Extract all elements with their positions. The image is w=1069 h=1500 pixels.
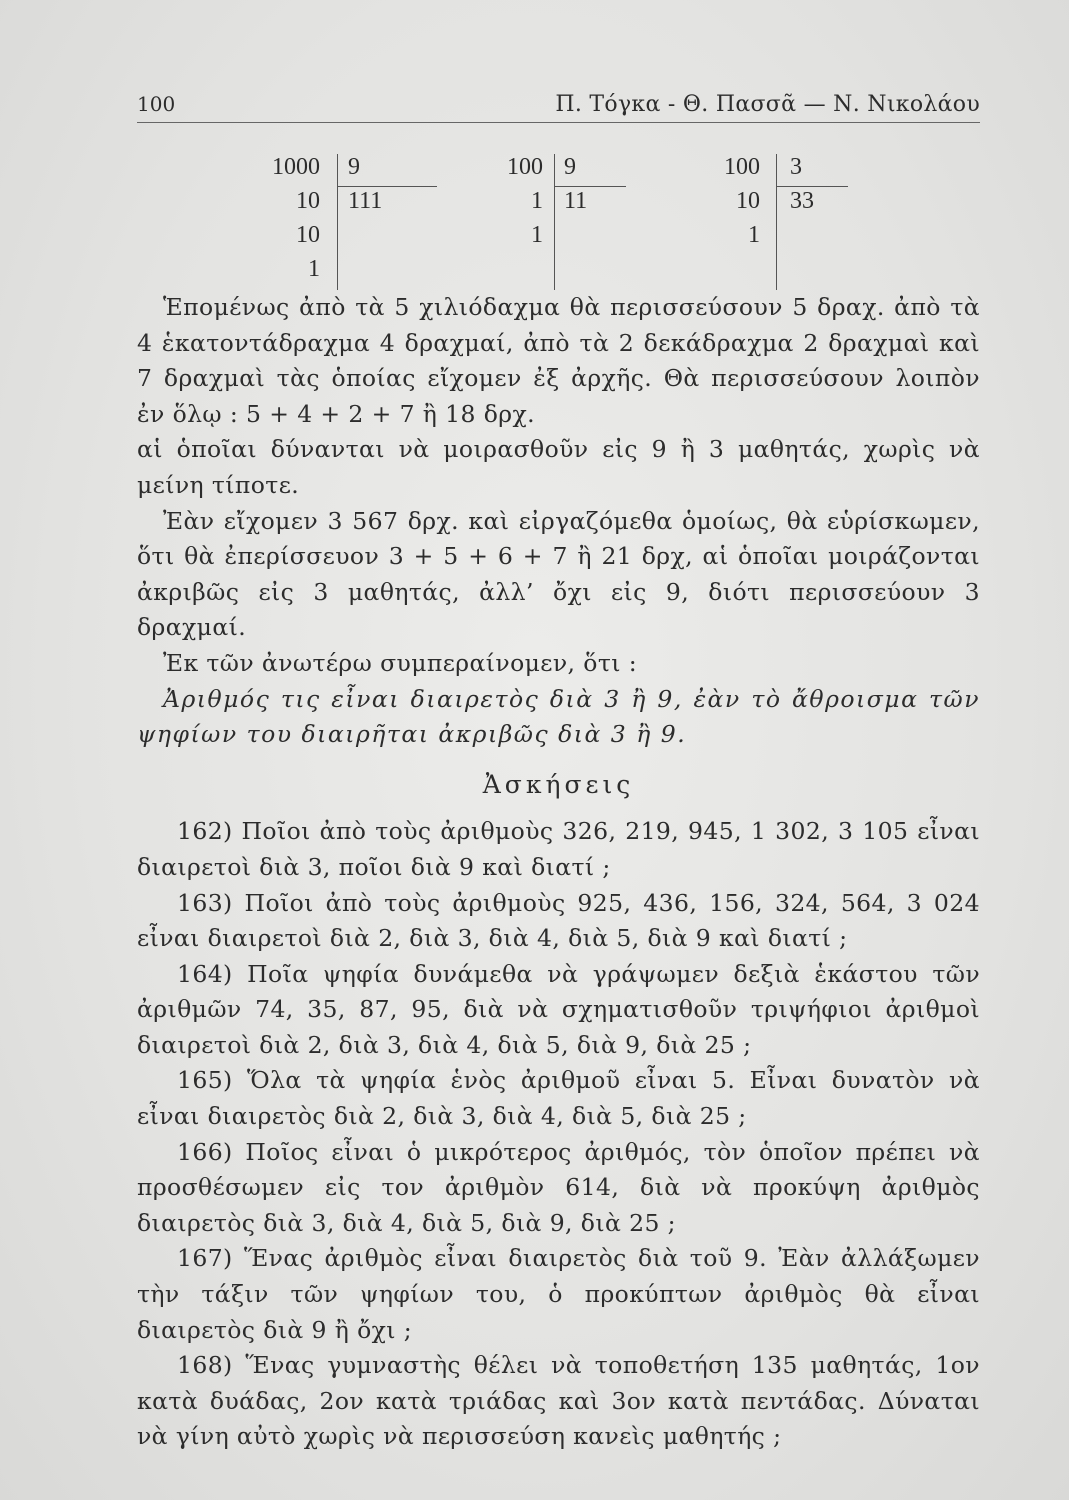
exercise-167: 167) Ἕνας ἀριθμὸς εἶναι διαιρετὸς διὰ τοῦ 9. Ἐὰν ἀλλάξωμεν τὴν τάξιν τῶν ψηφίων του, ὁ προκύπτων ἀριθμὸς θὰ εἶναι διαιρετὸς διὰ 9 ἢ ὄχι ; xyxy=(137,1244,980,1344)
dividend-step: 1 xyxy=(531,222,543,248)
division-vertical-bar xyxy=(776,154,777,290)
exercises-heading: Ἀσκήσεις xyxy=(482,769,635,799)
paragraph-example-3567: Ἐὰν εἴχομεν 3 567 δρχ. καὶ εἰργαζόμεθα ὁμοίως, θὰ εὑρίσκωμεν, ὅτι θὰ ἐπερίσσευον 3 + 5 + 6 + 7 ἢ 21 δρχ, αἱ ὁποῖαι μοιράζονται ἀκριβῶς εἰς 3 μαθητάς, ἀλλ’ ὄχι εἰς 9, διότι περισσεύουν 3 δραχμαί. xyxy=(137,506,980,642)
division-vertical-bar xyxy=(337,154,338,290)
dividend-step: 100 xyxy=(724,154,760,180)
paragraph-leftover-drachmas: Ἑπομένως ἀπὸ τὰ 5 χιλιόδαχμα θὰ περισσεύσουν 5 δραχ. ἀπὸ τὰ 4 ἑκατοντάδραχμα 4 δραχμαί, ἀπὸ τὰ 2 δεκάδραχμα 2 δραχμαὶ καὶ 7 δραχμαὶ τὰς ὁποίας εἴχομεν ἐξ ἀρχῆς. Θὰ περισσεύσουν λοιπὸν ἐν ὅλῳ : 5 + 4 + 2 + 7 ἢ 18 δρχ. xyxy=(137,293,980,428)
dividend-step: 100 xyxy=(507,154,543,180)
header-rule xyxy=(137,122,980,123)
divisor: 9 xyxy=(564,154,576,180)
page-number: 100 xyxy=(137,92,176,116)
exercise-163: 163) Ποῖοι ἀπὸ τοὺς ἀριθμοὺς 925, 436, 156, 324, 564, 3 024 εἶναι διαιρετοὶ διὰ 2, διὰ 3, διὰ 4, διὰ 5, διὰ 9 καὶ διατί ; xyxy=(137,888,980,953)
dividend-step: 10 xyxy=(736,188,760,214)
dividend-step: 10 xyxy=(296,222,320,248)
running-header-authors: Π. Τόγκα - Θ. Πασσᾶ — Ν. Νικολάου xyxy=(555,92,980,117)
divisor: 3 xyxy=(790,154,802,180)
quotient: 111 xyxy=(348,188,383,214)
long-division-100-by-9 xyxy=(470,150,640,290)
dividend-step: 1000 xyxy=(272,154,320,180)
exercise-164: 164) Ποῖα ψηφία δυνάμεθα νὰ γράψωμεν δεξιὰ ἑκάστου τῶν ἀριθμῶν 74, 35, 87, 95, διὰ νὰ σχηματισθοῦν τριψήφιοι ἀριθμοὶ διαιρετοὶ διὰ 2, διὰ 3, διὰ 4, διὰ 5, διὰ 9, διὰ 25 ; xyxy=(137,959,980,1059)
long-division-100-by-3 xyxy=(690,150,860,290)
page-header xyxy=(137,92,980,124)
exercise-165: 165) Ὅλα τὰ ψηφία ἑνὸς ἀριθμοῦ εἶναι 5. Εἶναι δυνατὸν νὰ εἶναι διαιρετὸς διὰ 2, διὰ 3, διὰ 4, διὰ 5, διὰ 25 ; xyxy=(137,1066,980,1131)
dividend-step: 1 xyxy=(748,222,760,248)
long-division-1000-by-9 xyxy=(230,150,460,290)
paragraph-conclusion-intro: Ἐκ τῶν ἀνωτέρω συμπεραίνομεν, ὅτι : xyxy=(163,648,638,677)
quotient: 11 xyxy=(564,188,588,214)
dividend-step: 1 xyxy=(308,256,320,282)
divisor: 9 xyxy=(348,154,360,180)
paragraph-divisible-among-students: αἱ ὁποῖαι δύνανται νὰ μοιρασθοῦν εἰς 9 ἢ 3 μαθητάς, χωρὶς νὰ μείνη τίποτε. xyxy=(137,435,980,499)
dividend-step: 1 xyxy=(531,188,543,214)
divisibility-rule: Ἀριθμός τις εἶναι διαιρετὸς διὰ 3 ἢ 9, ἐὰν τὸ ἄθροισμα τῶν ψηφίων του διαιρῆται ἀκριβῶς διὰ 3 ἢ 9. xyxy=(137,684,980,749)
body-text xyxy=(137,290,980,1455)
quotient: 33 xyxy=(790,188,814,214)
dividend-step: 10 xyxy=(296,188,320,214)
exercise-166: 166) Ποῖος εἶναι ὁ μικρότερος ἀριθμός, τὸν ὁποῖον πρέπει νὰ προσθέσωμεν εἰς τον ἀριθμὸν 614, διὰ νὰ προκύψη ἀριθμὸς διαιρετὸς διὰ 3, διὰ 4, διὰ 5, διὰ 9, διὰ 25 ; xyxy=(137,1137,980,1237)
exercise-168: 168) Ἕνας γυμναστὴς θέλει νὰ τοποθετήση 135 μαθητάς, 1ον κατὰ δυάδας, 2ον κατὰ τριάδας καὶ 3ον κατὰ πεντάδας. Δύναται νὰ γίνη αὐτὸ χωρὶς νὰ περισσεύση κανεὶς μαθητής ; xyxy=(137,1351,980,1451)
division-vertical-bar xyxy=(554,154,555,290)
exercise-162: 162) Ποῖοι ἀπὸ τοὺς ἀριθμοὺς 326, 219, 945, 1 302, 3 105 εἶναι διαιρετοὶ διὰ 3, ποῖοι διὰ 9 καὶ διατί ; xyxy=(137,817,980,881)
